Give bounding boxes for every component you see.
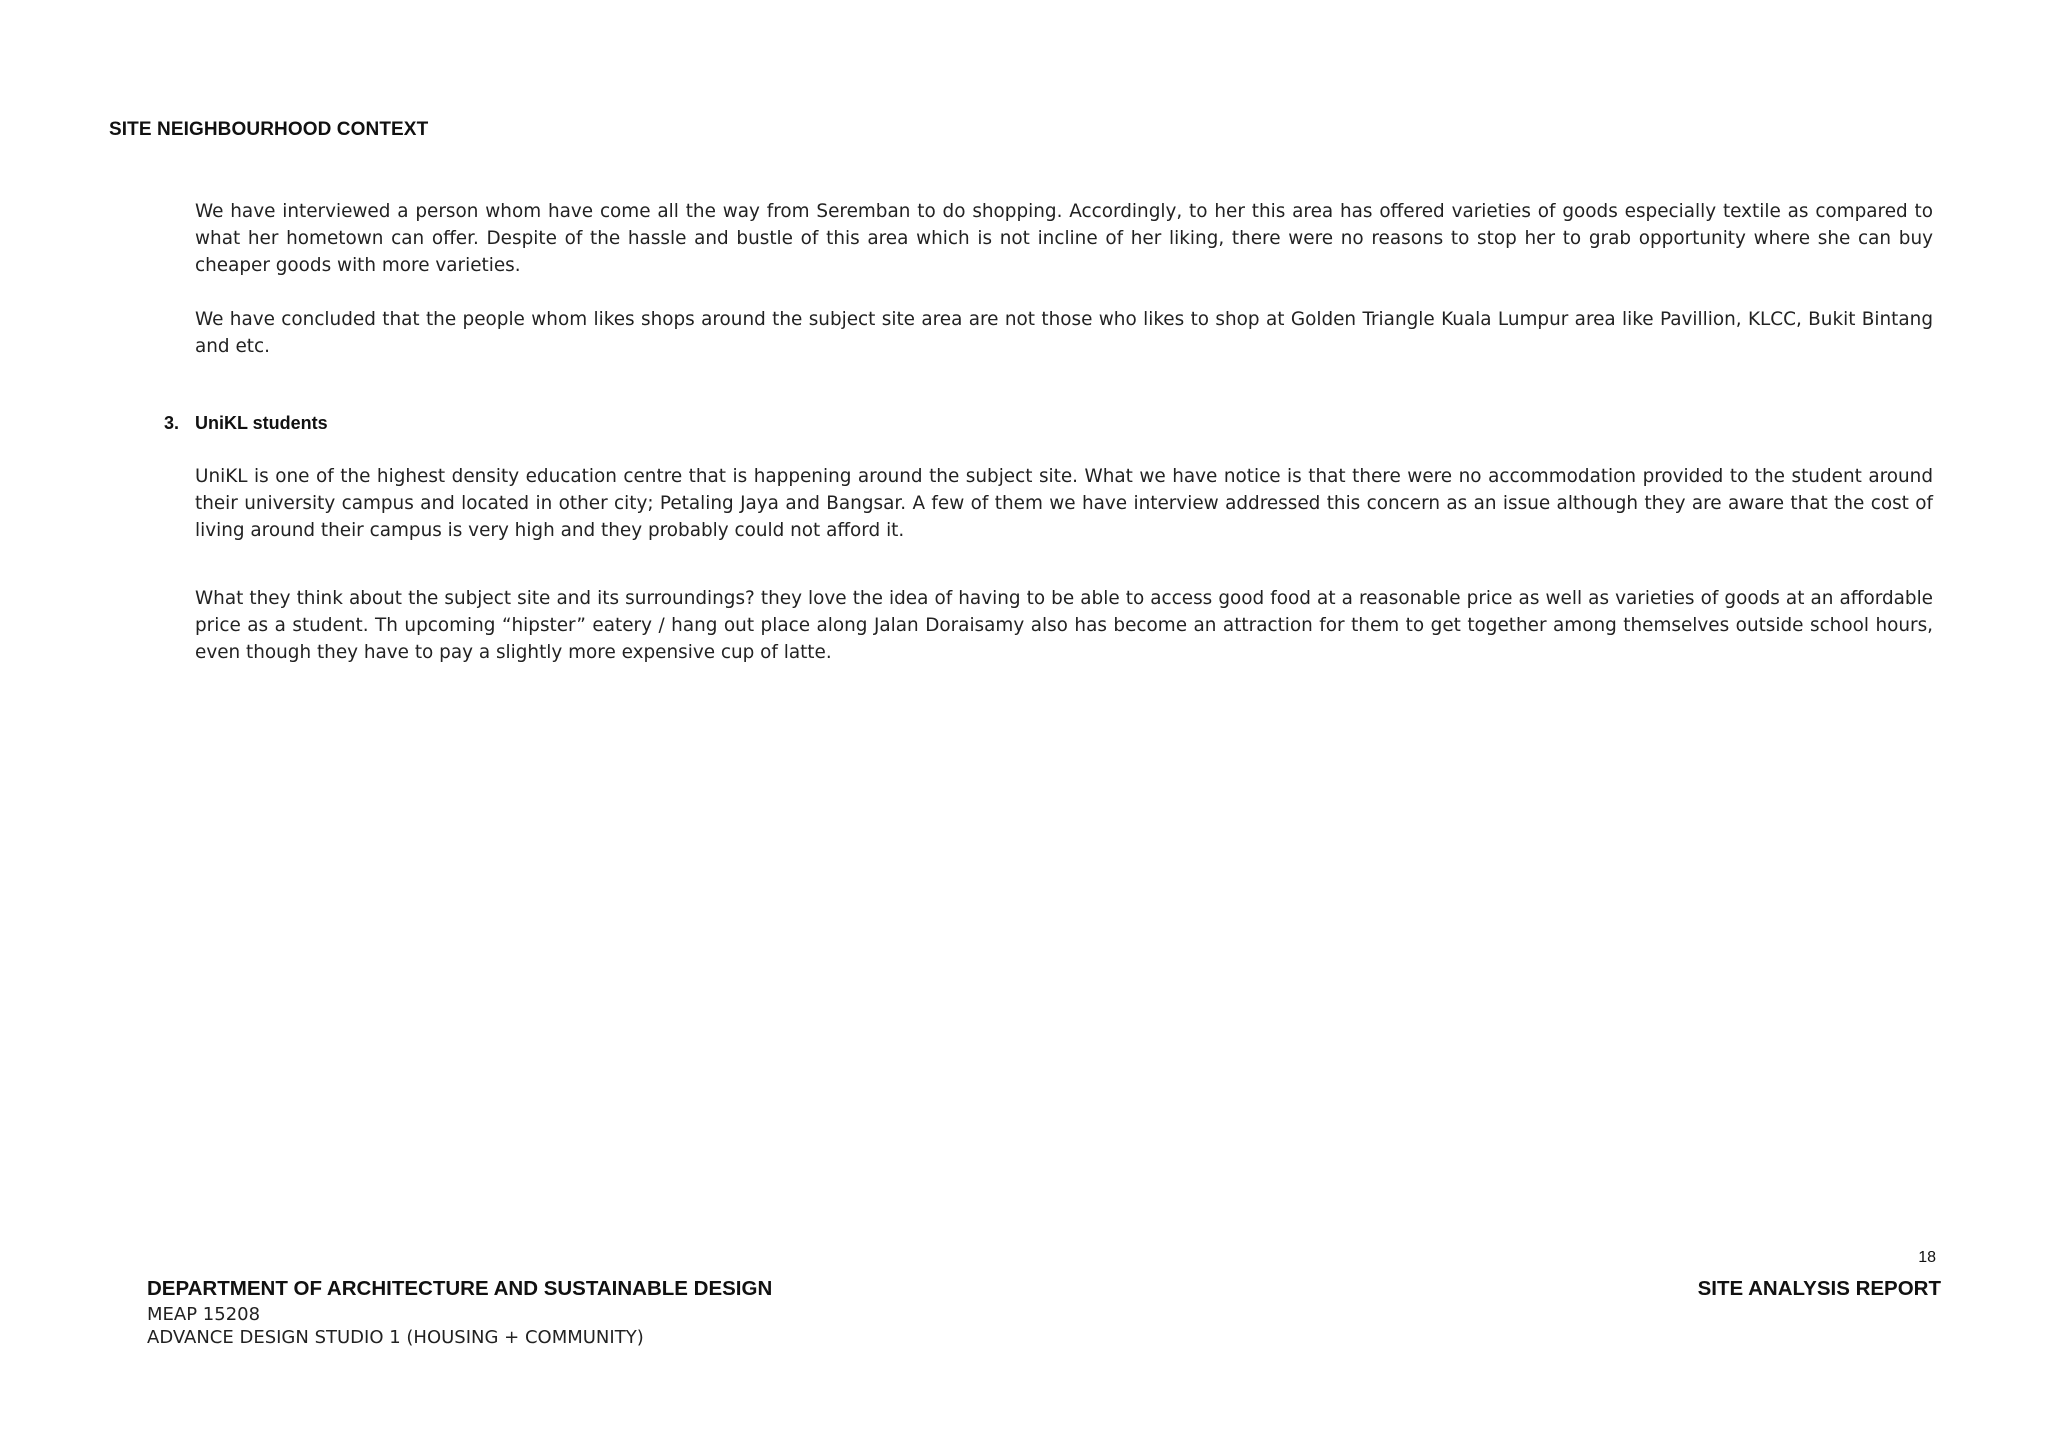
footer-left-block bbox=[147, 1277, 772, 1349]
page-number: 18 bbox=[1918, 1249, 1936, 1266]
course-name: ADVANCE DESIGN STUDIO 1 (HOUSING + COMMUNITY) bbox=[147, 1327, 644, 1348]
section-heading: SITE NEIGHBOURHOOD CONTEXT bbox=[109, 119, 429, 140]
list-item-title: UniKL students bbox=[195, 413, 328, 433]
list-item-unikl-students bbox=[164, 413, 328, 434]
list-item-number: 3. bbox=[164, 413, 180, 433]
paragraph-conclusion: We have concluded that the people whom likes shops around the subject site area are not those who likes to shop at Golden Triangle Kuala Lumpur area like Pavillion, KLCC, Bukit Bintang and etc. bbox=[195, 309, 1933, 357]
department-name: DEPARTMENT OF ARCHITECTURE AND SUSTAINABLE DESIGN bbox=[147, 1277, 773, 1300]
course-code: MEAP 15208 bbox=[147, 1304, 261, 1325]
report-title: SITE ANALYSIS REPORT bbox=[1697, 1277, 1941, 1300]
paragraph-unikl-accommodation: UniKL is one of the highest density education centre that is happening around the subject site. What we have notice is that there were no accommodation provided to the student around their university campus and located in other city; Petaling Jaya and Bangsar. A few of them we have interview addressed this concern as an issue although they are aware that the cost of living around their campus is very high and they probably could not afford it. bbox=[195, 466, 1933, 541]
paragraph-shopper-interview: We have interviewed a person whom have come all the way from Seremban to do shopping. Accordingly, to her this area has offered varieties of goods especially textile as compared to what her hometown can offer. Despite of the hassle and bustle of this area which is not incline of her liking, there were no reasons to stop her to grab opportunity where she can buy cheaper goods with more varieties. bbox=[195, 201, 1933, 276]
paragraph-unikl-opinion: What they think about the subject site and its surroundings? they love the idea of having to be able to access good food at a reasonable price as well as varieties of goods at an affordable price as a student. Th upcoming “hipster” eatery / hang out place along Jalan Doraisamy also has become an attraction for them to get together among themselves outside school hours, even though they have to pay a slightly more expensive cup of latte. bbox=[195, 588, 1933, 663]
